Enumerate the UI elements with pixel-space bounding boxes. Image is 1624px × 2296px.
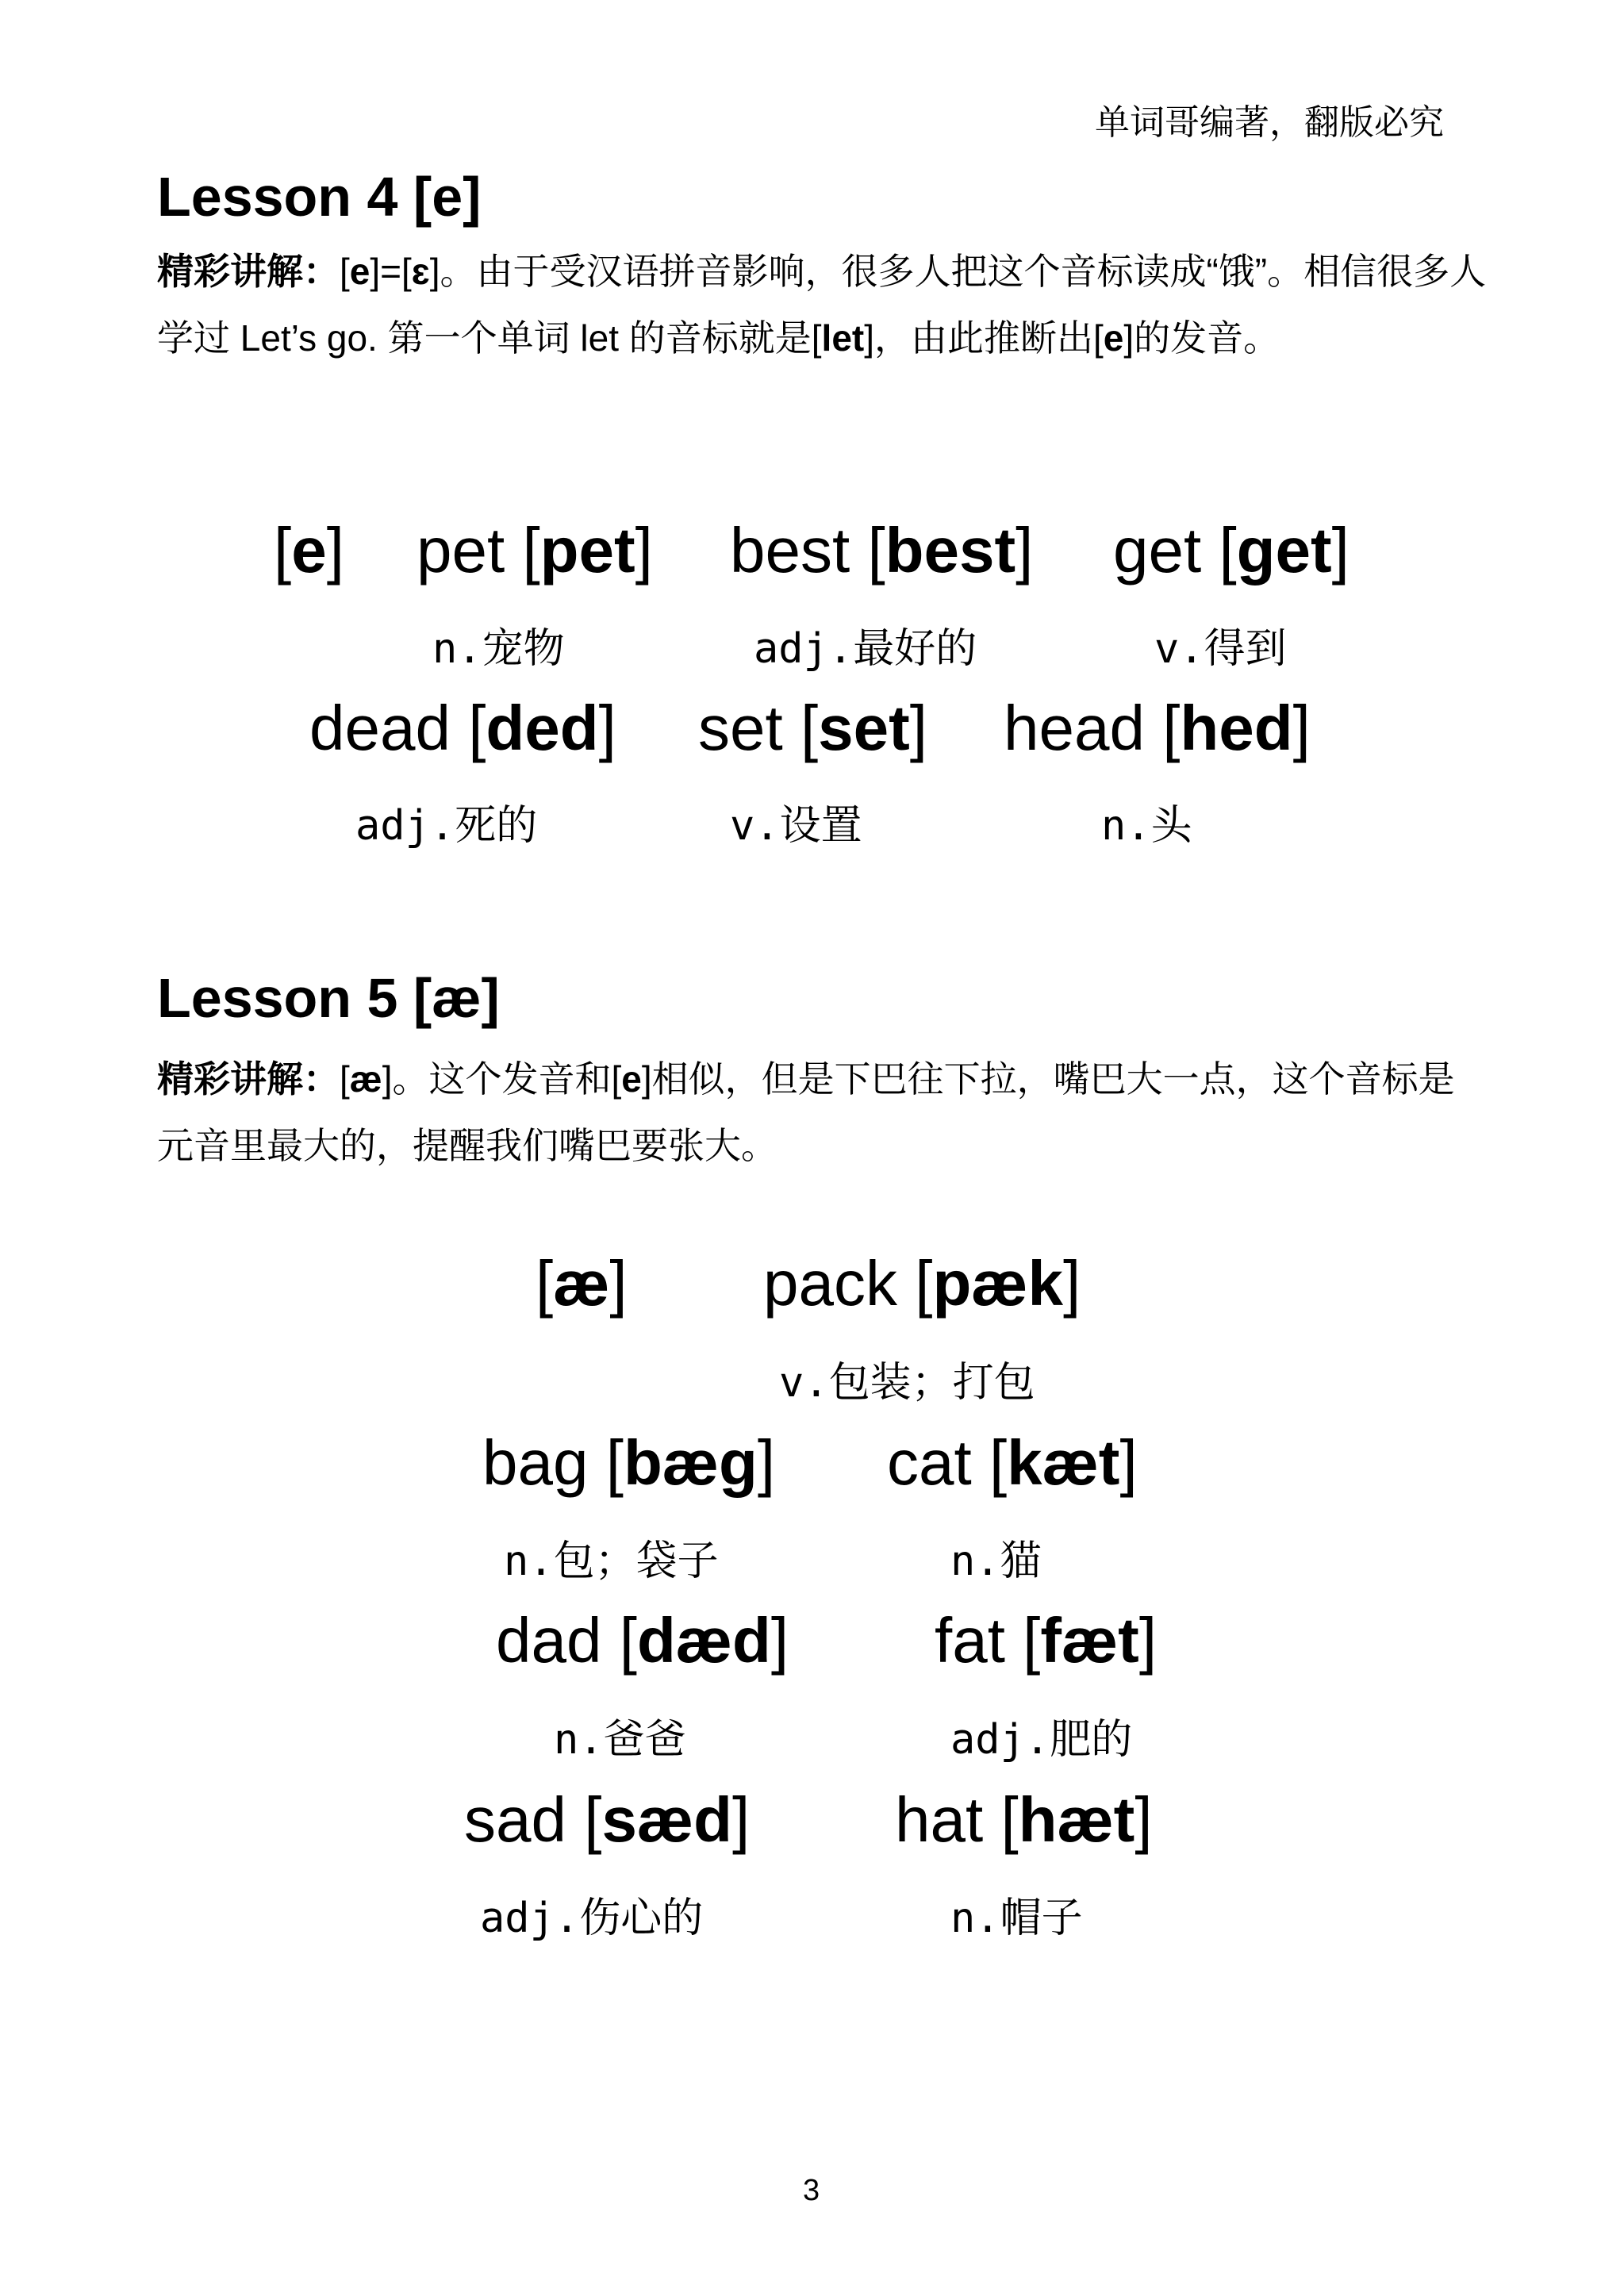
word-gloss: n.爸爸	[554, 1716, 686, 1764]
explanation-text: [	[340, 251, 350, 292]
lesson-5-title: Lesson 5 [æ]	[157, 967, 500, 1029]
word-gloss: adj.死的	[355, 802, 538, 850]
explanation-text: ]相似，但是下巴往下拉，嘴巴大一点，这个音标是元音里最大的，提醒我们嘴巴要张大。	[157, 1058, 1455, 1166]
explanation-symbol: e	[621, 1058, 642, 1100]
word-entry: dead [ded]	[309, 693, 616, 763]
explanation-text: ]=[	[370, 251, 412, 292]
word-gloss: v.设置	[730, 802, 862, 850]
phonetic-symbol: [æ]	[536, 1248, 628, 1319]
word-gloss: n.包；袋子	[504, 1538, 719, 1585]
word-gloss: n.宠物	[432, 625, 565, 673]
word-entry: dad [dæd]	[496, 1605, 789, 1676]
explanation-text: [	[340, 1058, 350, 1100]
word-gloss: adj.最好的	[754, 625, 977, 673]
explanation-symbol: e	[1103, 317, 1124, 359]
word-entry: hat [hæt]	[895, 1784, 1153, 1855]
explanation-text: ]。这个发音和[	[382, 1058, 622, 1100]
explanation-label: 精彩讲解：	[157, 1058, 340, 1100]
word-gloss: adj.肥的	[950, 1716, 1133, 1764]
phonetic-symbol: [e]	[274, 515, 344, 586]
explanation-symbol: ɛ	[411, 251, 430, 292]
word-entry: cat [kæt]	[887, 1427, 1138, 1498]
word-gloss: adj.伤心的	[480, 1895, 704, 1942]
word-entry: head [hed]	[1004, 693, 1311, 763]
word-entry: set [set]	[698, 693, 928, 763]
page-number: 3	[803, 2174, 820, 2207]
explanation-label: 精彩讲解：	[157, 251, 340, 292]
lesson-5-explanation	[157, 1046, 1490, 1179]
word-entry: bag [bæg]	[482, 1427, 776, 1498]
explanation-text: ]。由于受汉语拼音影响，很多人把这个音标读成“饿”。相信很多人学过 Let’s go. 第一个单词 let 的音标就是[	[157, 251, 1487, 359]
word-entry: get [get]	[1113, 515, 1349, 586]
word-gloss: v.得到	[1154, 625, 1287, 673]
explanation-text: ]，由此推断出[	[864, 317, 1104, 359]
lesson-4-title: Lesson 4 [e]	[157, 166, 482, 228]
word-entry: fat [fæt]	[935, 1605, 1158, 1676]
word-gloss: n.猫	[950, 1538, 1042, 1585]
word-entry: pack [pæk]	[763, 1248, 1081, 1319]
explanation-symbol: e	[349, 251, 370, 292]
word-entry: best [best]	[730, 515, 1034, 586]
explanation-symbol: let	[821, 317, 865, 359]
header-copyright-note: 单词哥编著，翻版必究	[1095, 103, 1444, 142]
explanation-text: ]的发音。	[1123, 317, 1280, 359]
lesson-4-explanation	[157, 238, 1490, 371]
word-gloss: v.包装；打包	[779, 1359, 1035, 1407]
word-entry: pet [pet]	[417, 515, 653, 586]
word-entry: sad [sæd]	[464, 1784, 751, 1855]
word-gloss: n.头	[1101, 802, 1192, 850]
word-gloss: n.帽子	[950, 1895, 1083, 1942]
explanation-symbol: æ	[349, 1058, 382, 1100]
